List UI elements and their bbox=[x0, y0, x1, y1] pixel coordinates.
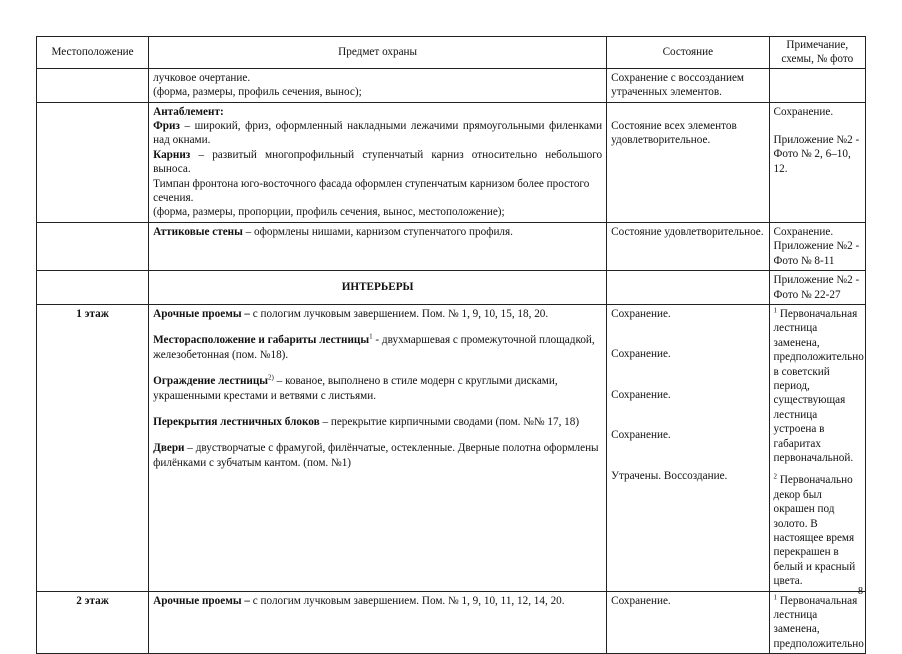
note-cell: $^1$ Первоначальная лестница заменена, предположительно в советский период, существующая лестница устроена в габаритах первоначальной. $^2$ Первоначально декор был окрашен под золото. В настоящее время перекрашен в белый и красный цвета. bbox=[769, 304, 865, 591]
section-heading-interiors: ИНТЕРЬЕРЫ bbox=[149, 271, 607, 305]
note-cell: Приложение №2 - Фото № 22-27 bbox=[769, 271, 865, 305]
header-location: Местоположение bbox=[37, 37, 149, 69]
subject-cell: Арочные проемы – с пологим лучковым завершением. Пом. № 1, 9, 10, 11, 12, 14, 20. bbox=[149, 591, 607, 654]
subject-cell: Арочные проемы – с пологим лучковым завершением. Пом. № 1, 9, 10, 15, 18, 20. Месторасположение и габариты лестницы$^1$ - двухмаршевая с промежуточной площадкой, железобетонная (пом. №18). Ограждение лестницы$^{2)}$ – кованое, выполнено в стиле модерн с круглыми дисками, украшенными крестами и ветвями с листьями. Перекрытия лестничных блоков – перекрытие кирпичными сводами (пом. №№ 17, 18) Двери – двустворчатые с фрамугой, филёнчатые, остекленные. Дверные полотна оформлены филёнками с зубчатым кантом. (пом. №1) bbox=[149, 304, 607, 591]
table-row bbox=[37, 68, 866, 102]
header-state: Состояние bbox=[607, 37, 769, 69]
subject-cell: лучковое очертание. (форма, размеры, профиль сечения, вынос); bbox=[149, 68, 607, 102]
note-cell: Сохранение. Приложение №2 - Фото № 8-11 bbox=[769, 222, 865, 270]
table-row bbox=[37, 304, 866, 591]
note-cell: Сохранение. Приложение №2 - Фото № 2, 6–10, 12. bbox=[769, 102, 865, 222]
page-number: 8 bbox=[858, 586, 863, 597]
entablature-title: Антаблемент: bbox=[153, 105, 224, 118]
table-row bbox=[37, 222, 866, 270]
subject-cell: Антаблемент: Фриз – широкий, фриз, оформленный накладными лежачими прямоугольными филенками над окнами. Карниз – развитый многопрофильный ступенчатый карниз относительно небольшого выноса. Тимпан фронтона юго-восточного фасада оформлен ступенчатым карнизом более простого сечения. (форма, размеры, пропорции, профиль сечения, вынос, местоположение); bbox=[149, 102, 607, 222]
state-cell: Сохранение. bbox=[607, 591, 769, 654]
table-row bbox=[37, 271, 866, 305]
location-cell: 1 этаж bbox=[37, 304, 149, 591]
header-subject: Предмет охраны bbox=[149, 37, 607, 69]
note-cell: $^1$ Первоначальная лестница заменена, предположительно bbox=[769, 591, 865, 654]
header-note: Примечание, схемы, № фото bbox=[769, 37, 865, 69]
table-row bbox=[37, 102, 866, 222]
state-cell: Сохранение с воссозданием утраченных элементов. bbox=[607, 68, 769, 102]
state-cell: Состояние всех элементов удовлетворительное. bbox=[607, 102, 769, 222]
state-cell: Состояние удовлетворительное. bbox=[607, 222, 769, 270]
table-header-row bbox=[37, 37, 866, 69]
heritage-protection-table bbox=[36, 36, 866, 654]
state-cell: Сохранение. Сохранение. Сохранение. Сохранение. Утрачены. Воссоздание. bbox=[607, 304, 769, 591]
location-cell: 2 этаж bbox=[37, 591, 149, 654]
table-row bbox=[37, 591, 866, 654]
subject-cell: Аттиковые стены – оформлены нишами, карнизом ступенчатого профиля. bbox=[149, 222, 607, 270]
